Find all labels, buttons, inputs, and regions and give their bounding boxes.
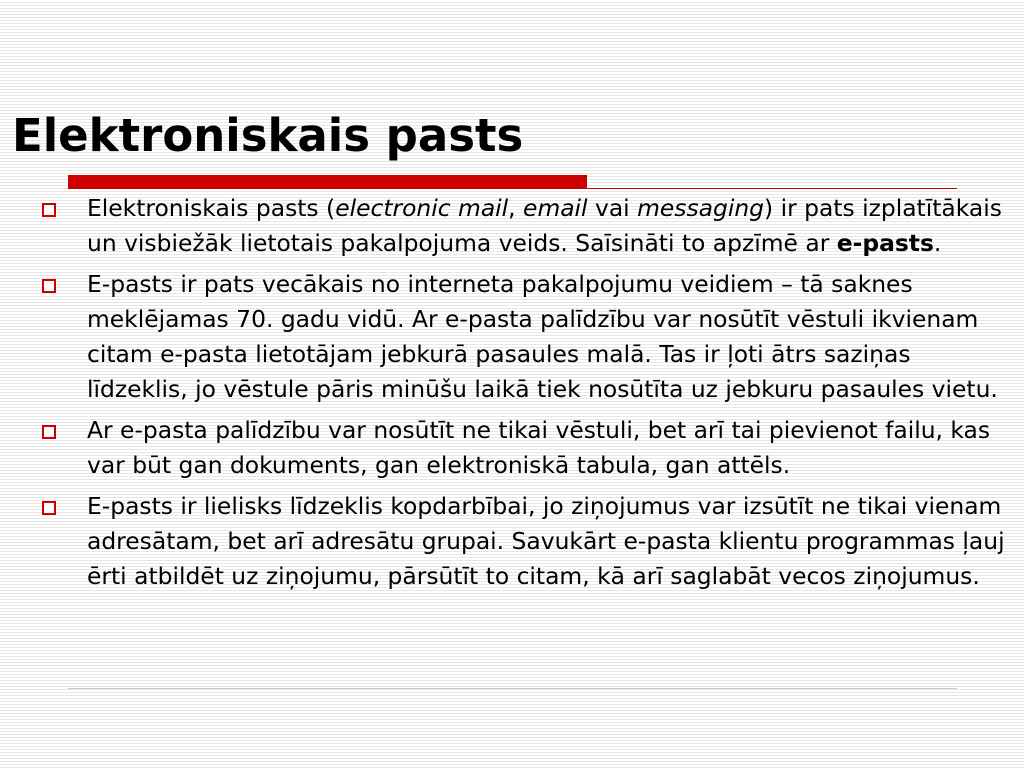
slide-title: Elektroniskais pasts [12,109,524,162]
hollow-square-icon [42,501,56,515]
bullet-item [36,489,1016,594]
hollow-square-icon [42,425,56,439]
title-underline-accent [68,175,587,189]
hollow-square-icon [42,203,56,217]
title-underline [68,175,957,189]
bullet-text: E-pasts ir pats vecākais no interneta pakalpojumu veidiem – tā saknes meklējamas 70. gadu vidū. Ar e-pasta palīdzību var nosūtīt vēstuli ikvienam citam e-pasta lietotājam jebkurā pasaules malā. Tas ir ļoti ātrs saziņas līdzeklis, jo vēstule pāris minūšu laikā tiek nosūtīta uz jebkuru pasaules vietu. [87,270,998,403]
footer-divider [68,688,957,689]
title-underline-thin [587,188,957,189]
bullet-item [36,413,1016,483]
bullet-text: E-pasts ir lielisks līdzeklis kopdarbībai, jo ziņojumus var izsūtīt ne tikai vienam adresātam, bet arī adresātu grupai. Savukārt e-pasta klientu programmas ļauj ērti atbildēt uz ziņojumu, pārsūtīt to citam, kā arī saglabāt vecos ziņojumus. [87,492,1005,590]
bullet-text: Ar e-pasta palīdzību var nosūtīt ne tikai vēstuli, bet arī tai pievienot failu, kas var būt gan dokuments, gan elektroniskā tabula, gan attēls. [87,416,991,479]
bullet-item [36,191,1016,261]
hollow-square-icon [42,279,56,293]
bullet-item [36,267,1016,407]
bullet-text: Elektroniskais pasts (electronic mail, email vai messaging) ir pats izplatītākais un visbiežāk lietotais pakalpojuma veids. Saīsināti to apzīmē ar e-pasts. [87,194,1002,257]
bullet-list [36,191,1016,600]
